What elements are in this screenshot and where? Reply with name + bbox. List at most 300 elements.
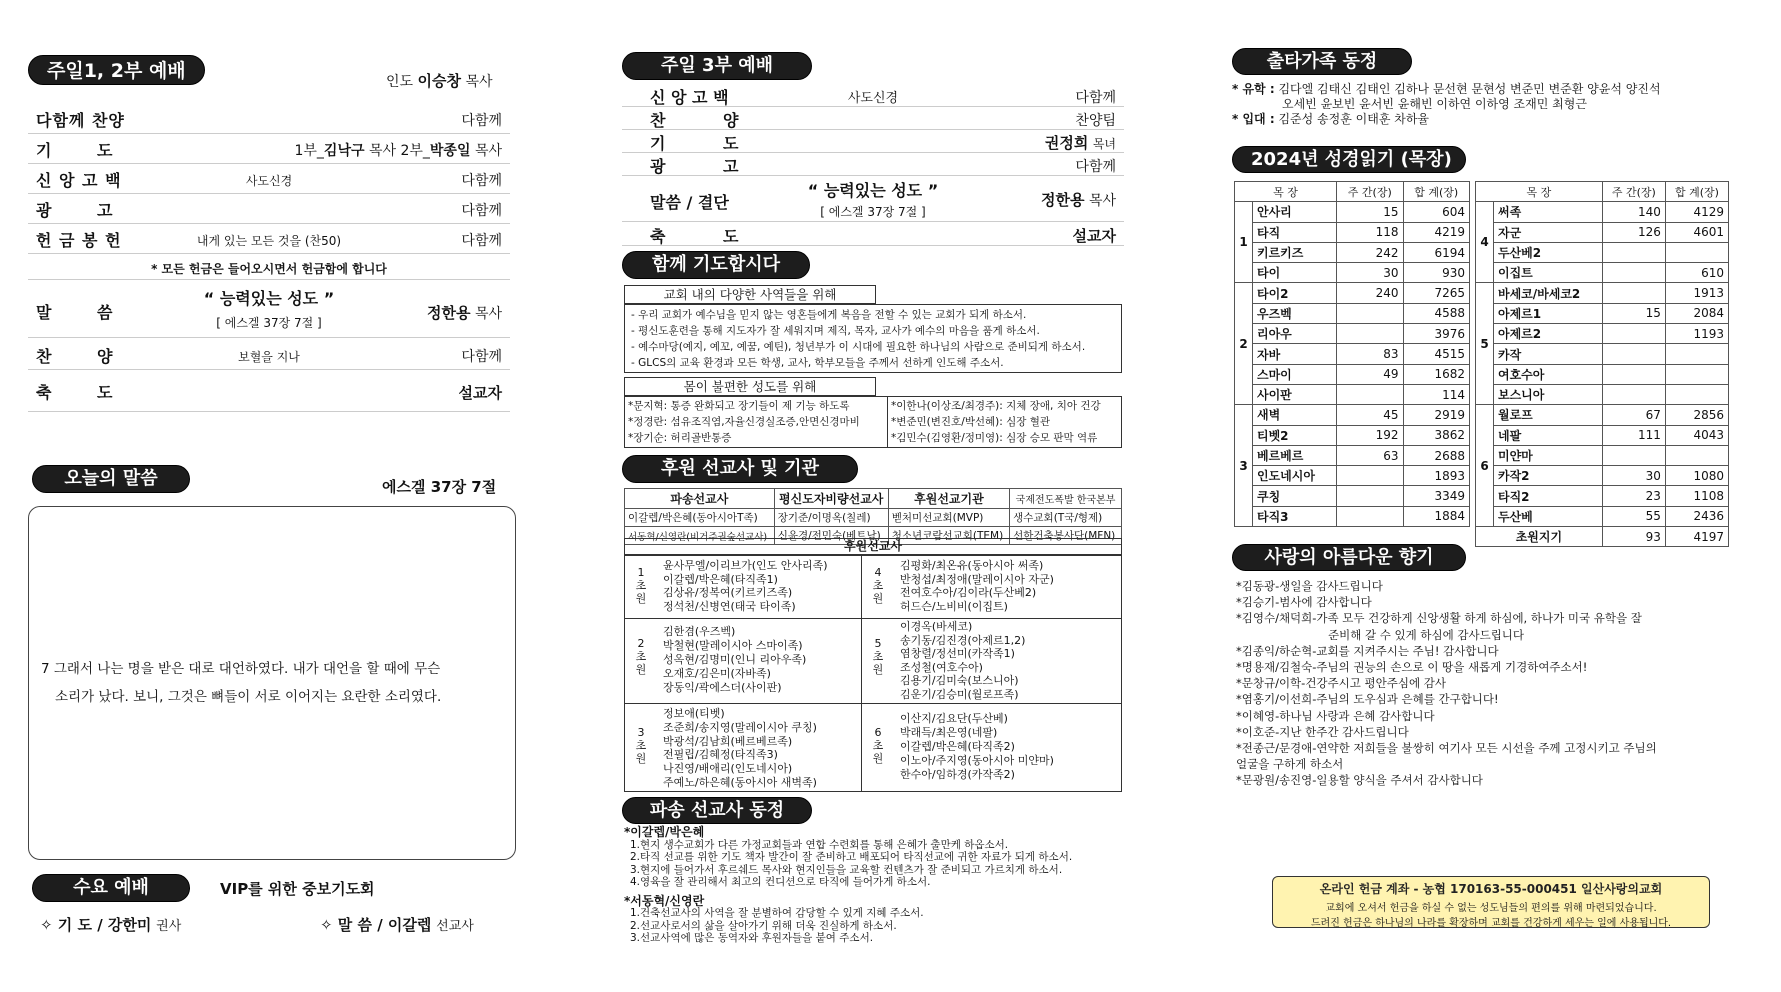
row-middle: 보혈을 지나 [238,350,300,364]
wednesday-subtitle: VIP를 위한 중보기도회 [220,880,375,898]
love-item: *전종근/문경애-연약한 저희들을 불쌍히 여기사 모든 시선을 주께 고정시키고 주님의 [1236,741,1657,756]
bible-total-label: 초원지기 [1476,527,1603,547]
bible-total-count: 4197 [1665,527,1728,547]
bible-count: 4515 [1403,344,1470,364]
row-right: 찬양팀 [1075,113,1116,129]
bible-row [1235,466,1470,486]
bible-row [1235,263,1470,283]
pray2-left [628,398,860,446]
row-right: 다함께 [1075,90,1116,106]
bible-group: 6 [1476,405,1494,527]
wednesday-prayer-label: ✧ 기 도 / 강한미 [40,916,152,934]
mission-cell: 신윤경/전민숙(베트남) [774,527,888,545]
row-label: 기 도 [650,134,739,153]
support-group [862,704,1122,792]
love-item: *김종익/하순혁-교회를 지켜주시는 주님! 감사합니다 [1236,643,1499,658]
support-group [625,619,861,703]
bible-count: 1884 [1403,506,1470,526]
bible-count [1337,486,1403,506]
missionary-item: 이경옥(바세코) [900,620,973,633]
bible-count: 192 [1337,425,1403,445]
row-label: 신 앙 고 백 [650,88,729,107]
mission-head: 평신도자비량선교사 [774,489,888,509]
bible-name: 사이판 [1253,384,1337,404]
bible-table-right [1475,181,1729,547]
missionary-item: 이산지/김요단(두산베) [900,712,1008,725]
row-right: 설교자 [458,384,502,402]
group-number: 5초원 [872,637,884,676]
bible-row [1476,466,1729,486]
missionary-item: 이갈렙/박은혜(타직족2) [900,740,1015,753]
support-group [625,704,861,792]
bible-count: 30 [1602,466,1665,486]
bible-count: 45 [1337,405,1403,425]
bible-name: 베르베르 [1253,445,1337,465]
pray2-item: *변준민(변진호/박선혜): 심장 혈관 [891,416,1051,428]
love-item: 얼굴을 구하게 하소서 [1236,757,1344,772]
bible-count [1602,263,1665,283]
bible-name: 타직 [1253,222,1337,242]
mission-head: 후원선교기관 [888,489,1009,509]
preacher-name: 정한용 [1041,191,1085,209]
group-number: 4초원 [872,566,884,605]
leader-label: 인도 [386,74,414,90]
bible-count: 15 [1602,303,1665,323]
row-middle: 사도신경 [847,91,899,106]
bible-name: 리아우 [1253,324,1337,344]
bible-row [1235,405,1470,425]
bible-count: 1682 [1403,364,1470,384]
missionary-item: 장동익/곽에스더(사이판) [663,681,782,694]
bible-head: 합 계(장) [1665,182,1728,202]
support-group [625,556,861,618]
row-label: 광 고 [650,157,739,176]
missionary-item: 반청섭/최정애(말레이시아 자군) [900,572,1054,586]
row-right: 다함께 [461,349,502,365]
order-row-sermon [28,280,510,338]
love-item: *문창규/이학-건강주시고 평안주심에 감사 [1236,676,1446,691]
prayer-title: 목녀 [1092,137,1116,151]
group-items [900,620,1025,702]
s3-row-prayer [622,130,1124,153]
missionary-item: 염창렬/정선미(카작족1) [900,647,1015,661]
sermon-title: “ 능력있는 성도 ” [203,289,335,308]
mission-table [624,488,1122,545]
wednesday-word [320,914,474,935]
bible-count: 111 [1602,425,1665,445]
pray2-item: *정경란: 섬유조직염,자율신경실조증,안면신경마비 [628,416,860,428]
love-item: *염홍기/이선희-주님의 도우심과 은혜를 간구합니다! [1236,692,1499,707]
bible-count: 23 [1602,486,1665,506]
pray2-right [891,398,1101,446]
bible-group: 3 [1235,405,1253,527]
group-items [663,707,817,790]
family-label: * 유학 : [1232,82,1275,96]
missionary-item: 박광석/김남희(베르베르족) [663,734,793,748]
bible-head: 목 장 [1235,182,1337,202]
offering-note-row [28,254,510,280]
section-heading-sunday-12: 주일1, 2부 예배 [28,55,205,85]
bible-count: 2919 [1403,405,1470,425]
bible-count: 2084 [1665,303,1728,323]
pray1-title-box: 교회 내의 다양한 사역들을 위해 [624,285,876,304]
pray2-title-box: 몸이 불편한 성도를 위해 [624,377,876,396]
bible-group: 4 [1476,202,1494,283]
bible-name: 아제르2 [1494,324,1603,344]
wednesday-prayer-title: 권사 [156,919,182,934]
bible-name: 써족 [1494,202,1603,222]
bible-name: 자군 [1494,222,1603,242]
missionary-item: 이갈렙/박은혜(타직족1) [663,572,778,586]
bible-count: 3976 [1403,324,1470,344]
leader-name: 이승창 [417,72,461,90]
bible-name: 월로프 [1494,405,1603,425]
bible-row [1235,324,1470,344]
wednesday-word-label: ✧ 말 씀 / 이갈렙 [320,916,432,934]
bible-name: 새벽 [1253,405,1337,425]
bible-name: 타직2 [1494,486,1603,506]
love-item: *이호준-지난 한주간 감사드립니다 [1236,724,1409,739]
bible-count: 6194 [1403,242,1470,262]
dispatch-item: 2.타직 선교를 위한 기도 책자 발간이 잘 준비하고 배포되어 타직선교에 귀한 자료가 되게 하소서. [630,851,1073,863]
bible-count [1602,324,1665,344]
bible-head: 목 장 [1476,182,1603,202]
bible-count: 49 [1337,364,1403,384]
row-label: 신 앙 고 백 [36,171,122,190]
bible-count: 55 [1602,506,1665,526]
support-grid [624,555,1122,792]
group-number: 2초원 [635,637,647,676]
missionary-item: 윤사무엘/이리브가(인도 안사리족) [663,559,828,572]
missionary-item: 전여호수아/김이라(두산베2) [900,586,1037,599]
leader-line [386,70,493,91]
bible-head-row [1235,182,1470,202]
wednesday-prayer [40,914,181,935]
love-item: *이혜영-하나님 사랑과 은혜 감사합니다 [1236,708,1435,723]
bible-name: 키르키즈 [1253,242,1337,262]
row-right: 다함께 [461,203,502,219]
order-row-offering [28,224,510,254]
mission-cell: 서동혁/신영란(비거주권숲선교사) [625,527,775,545]
support-title: 후원선교사 [624,538,1122,555]
pray2-item: *이한나(이상조/최경주): 지체 장애, 치아 건강 [891,400,1101,412]
bible-row [1235,364,1470,384]
online-offering-notice [1272,876,1710,928]
mission-head: 파송선교사 [625,489,775,509]
bible-count: 118 [1337,222,1403,242]
bible-count: 604 [1403,202,1470,222]
prayer-title1: 목사 [368,143,397,159]
bible-count [1337,324,1403,344]
preacher-name: 정한용 [427,304,471,322]
support-group [862,556,1122,618]
bible-row [1235,445,1470,465]
bible-row [1476,303,1729,323]
bible-count [1337,384,1403,404]
bible-name: 보스니아 [1494,384,1603,404]
bible-row [1476,202,1729,222]
dispatch-name: *이갈렙/박은혜 [624,825,705,839]
group-items [900,712,1054,782]
bible-name: 인도네시아 [1253,466,1337,486]
bible-count [1337,506,1403,526]
row-label: 헌 금 봉 헌 [36,231,122,250]
bible-row [1235,242,1470,262]
missionary-item: 김용기/김미숙(보스니아) [900,674,1019,688]
prayer-name2: 박종일 [429,143,471,159]
row-right: 다함께 [461,233,502,249]
bible-count [1602,344,1665,364]
bible-count [1602,242,1665,262]
bible-row [1476,344,1729,364]
section-heading-pray: 함께 기도합시다 [622,251,810,279]
missionary-item: 송기동/김진경(아제르1,2) [900,633,1026,647]
love-item: *문광원/송진영-일용할 양식을 주셔서 감사합니다 [1236,773,1483,788]
mission-head-row [625,489,1122,509]
bible-count [1602,445,1665,465]
section-heading-love: 사랑의 아름다운 향기 [1232,544,1466,571]
bible-count: 240 [1337,283,1403,303]
love-item: *김승기-범사에 감사합니다 [1236,595,1372,610]
bible-name: 쿠칭 [1253,486,1337,506]
bible-head: 주 간(장) [1337,182,1403,202]
notice-title: 온라인 헌금 계좌 - 농협 170163-55-000451 일산사랑의교회 [1319,882,1663,896]
family-names: 오세빈 윤보빈 윤서빈 윤해빈 이하연 이하영 조재민 최형근 [1282,97,1587,111]
bible-name: 자바 [1253,344,1337,364]
group-items [663,559,828,613]
bible-count: 1893 [1403,466,1470,486]
bible-row [1476,283,1729,303]
prayer-title2: 목사 [474,143,502,159]
bible-count: 2688 [1403,445,1470,465]
bible-count: 15 [1337,202,1403,222]
wednesday-word-title: 선교사 [436,919,474,934]
missionary-item: 오재호/김은미(자바족) [663,667,771,680]
row-label: 축 도 [650,227,739,246]
bible-head: 합 계(장) [1403,182,1470,202]
notice-line: 교회에 오셔서 헌금을 하실 수 없는 성도님들의 편의를 위해 마련되었습니다. [1325,903,1657,914]
row-label: 축 도 [36,383,114,402]
mission-cell: 청소년코람선교회(TEM) [888,527,1009,545]
bible-count: 7265 [1403,283,1470,303]
section-heading-mission: 후원 선교사 및 기관 [622,455,858,483]
bible-row [1476,222,1729,242]
bible-count [1665,384,1728,404]
bible-name: 아제르1 [1494,303,1603,323]
order-row-notice [28,194,510,224]
missionary-item: 나진영/배애리(인도네시아) [663,762,793,776]
bible-count: 126 [1602,222,1665,242]
pray2-item: *문지혁: 통증 완화되고 장기들이 제 기능 하도록 [628,400,850,412]
order-row-creed [28,164,510,194]
missionary-item: 김한겸(우즈벡) [663,625,736,638]
pray1-item: - GLCS의 교육 환경과 모든 학생, 교사, 학부모들을 주께서 선하게 인도해 주소서. [631,357,1004,369]
row-label: 찬 양 [650,111,739,130]
mission-cell: 선한건축봉사단(MFN) [1010,527,1122,545]
dispatch-item: 4.영육을 잘 관리해서 최고의 컨디션으로 타직에 들어가게 하소서. [630,876,931,888]
section-heading-family: 출타가족 동정 [1232,48,1412,75]
bible-row [1476,364,1729,384]
row-label: 다함께 찬양 [36,111,125,130]
bible-row [1235,486,1470,506]
bible-count: 1080 [1665,466,1728,486]
bible-name: 스마이 [1253,364,1337,384]
missionary-item: 주예노/하은혜(동아시아 새벽족) [663,775,817,789]
word-box [28,506,516,860]
row-right: 다함께 [461,113,502,129]
mission-cell: 이갈렙/박은혜(동아시아T족) [625,509,775,527]
bible-name: 우즈벡 [1253,303,1337,323]
family-block [1232,82,1661,127]
section-heading-dispatch: 파송 선교사 동정 [622,797,812,824]
bible-count: 140 [1602,202,1665,222]
pray2-item: *장기순: 허리골반통증 [628,432,732,444]
bible-head: 주 간(장) [1602,182,1665,202]
bible-head-row [1476,182,1729,202]
s3-row-praise [622,107,1124,130]
bible-count: 4129 [1665,202,1728,222]
mission-row [625,509,1122,527]
pray1-item: - 예수마당(예지, 예꼬, 예꿈, 예틴), 청년부가 이 시대에 필요한 하나님의 사람으로 준비되게 하소서. [631,341,1086,353]
bible-row [1476,425,1729,445]
mission-cell: 생수교회(T국/형제) [1010,509,1122,527]
prayer-name1: 김낙구 [323,143,365,159]
row-right: 설교자 [1072,227,1116,245]
love-list [1236,578,1657,789]
bible-name: 이집트 [1494,263,1603,283]
row-right: 다함께 [1075,159,1116,175]
group-number: 6초원 [872,726,884,765]
row-right: 다함께 [461,173,502,189]
bible-count [1602,283,1665,303]
dispatch-item: 2.선교사로서의 삶을 살아가기 위해 더욱 진실하게 하소서. [630,919,897,932]
bible-count [1665,344,1728,364]
bible-row [1235,283,1470,303]
love-item: *김동광-생일을 감사드립니다 [1236,579,1383,593]
bible-count [1665,364,1728,384]
bible-count: 1913 [1665,283,1728,303]
word-ref: 에스겔 37장 7절 [382,478,497,496]
sermon-title: “ 능력있는 성도 ” [807,181,939,200]
row-right [1045,132,1116,153]
missionary-item: 김상유/정복여(키르키즈족) [663,586,793,599]
bible-count: 2436 [1665,506,1728,526]
bible-count: 67 [1602,405,1665,425]
mission-cell: 장기준/이명옥(칠레) [774,509,888,527]
bible-name: 타직3 [1253,506,1337,526]
order-row-benediction [28,370,510,412]
pray2-box [624,396,1122,448]
support-group [862,619,1122,703]
pray1-box [624,304,1122,373]
bible-name: 바세코/바세코2 [1494,283,1603,303]
bible-group: 5 [1476,283,1494,405]
missionary-item: 박래득/최은영(네팔) [900,726,998,739]
group-items [663,625,806,695]
missionary-item: 전필립/김혜정(타직족3) [663,748,778,762]
bible-name: 카작2 [1494,466,1603,486]
section-heading-bible-reading: 2024년 성경읽기 (목장) [1232,146,1466,173]
bible-row [1235,506,1470,526]
missionary-item: 김운기/김승미(월로프족) [900,687,1019,701]
sermon-ref: [ 에스겔 37장 7절 ] [216,316,322,330]
missionary-item: 박철현(말레이시아 스마이족) [663,639,803,652]
bible-name: 티벳2 [1253,425,1337,445]
missionary-item: 한수아/임하경(카작족2) [900,768,1015,781]
bible-name: 안사리 [1253,202,1337,222]
dispatch-item: 1.건축선교사의 사역을 잘 분별하여 감당할 수 있게 지혜 주소서. [630,907,924,919]
bible-count: 4219 [1403,222,1470,242]
row-middle: 사도신경 [245,174,293,188]
group-number: 3초원 [635,726,647,765]
bible-count: 2856 [1665,405,1728,425]
row-middle: 내게 있는 모든 것을 (찬50) [196,234,342,248]
bible-count: 114 [1403,384,1470,404]
bible-count [1602,384,1665,404]
bible-name: 미얀마 [1494,445,1603,465]
word-text-2: 소리가 났다. 보니, 그것은 뼈들이 서로 이어지는 요란한 소리였다. [55,689,442,705]
s3-row-benediction [622,222,1124,246]
section-heading-todays-word: 오늘의 말씀 [32,465,190,493]
dispatch-item: 3.현지에 들어가서 후르쉐드 목사와 현지인들을 교육할 컨텐츠가 잘 준비되고 가르치게 하소서. [630,863,1063,876]
bible-row [1235,344,1470,364]
pray1-item: - 우리 교회가 예수님을 믿지 않는 영혼들에게 복음을 전할 수 있는 교회가 되게 하소서. [631,309,1027,321]
bible-row [1476,405,1729,425]
bible-count: 83 [1337,344,1403,364]
sermon-ref: [ 에스겔 37장 7절 ] [820,205,926,219]
family-line [1232,82,1661,97]
group-items [900,559,1054,613]
bible-row [1235,303,1470,323]
word-text-1: 7 그래서 나는 명을 받은 대로 대언하였다. 내가 대언을 할 때에 무슨 [41,661,441,677]
bible-count [1337,303,1403,323]
bible-name: 카작 [1494,344,1603,364]
bible-row [1235,202,1470,222]
bible-row [1476,384,1729,404]
s3-row-notice [622,153,1124,176]
family-label: * 입대 : [1232,112,1275,126]
bible-row [1235,384,1470,404]
bible-count [1665,242,1728,262]
s3-row-creed [622,84,1124,107]
row-label: 말씀 / 결단 [650,193,729,212]
bible-count: 4601 [1665,222,1728,242]
bible-count: 63 [1337,445,1403,465]
mission-cell: 벧처미선교회(MVP) [888,509,1009,527]
missionary-item: 정석천/신병연(태국 타이족) [663,599,796,613]
bible-row [1476,263,1729,283]
mission-head: 국제전도폭발 한국본부 [1010,489,1122,509]
bible-row [1476,324,1729,344]
love-item: *명용재/김철숙-주님의 권능의 손으로 이 땅을 새롭게 기경하여주소서! [1236,660,1588,675]
bible-total-count: 93 [1602,527,1665,547]
pray2-item: *김민수(김영환/정미영): 심장 승모 판막 역류 [891,432,1098,444]
missionary-item: 허드슨/노비비(이집트) [900,599,1008,613]
bible-count [1337,466,1403,486]
bible-count [1602,364,1665,384]
order-row-prayer [28,134,510,164]
offering-note: * 모든 헌금은 들어오시면서 헌금함에 합니다 [151,262,387,276]
bible-count: 4588 [1403,303,1470,323]
bible-row [1476,486,1729,506]
section-heading-wednesday: 수요 예배 [32,874,190,902]
row-label: 찬 양 [36,347,114,366]
bible-name: 네팔 [1494,425,1603,445]
missionary-item: 조성철(여호수아) [900,660,983,674]
bible-group: 2 [1235,283,1253,405]
order-row-praise [28,104,510,134]
preacher-title: 목사 [1088,193,1116,209]
